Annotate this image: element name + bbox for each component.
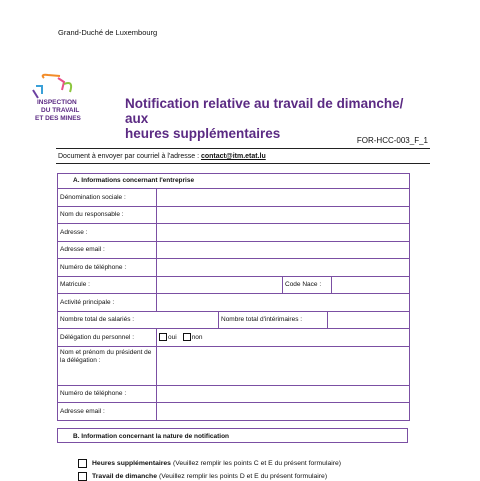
responsable-field[interactable] (157, 207, 409, 224)
divider-bottom (56, 163, 430, 164)
section-a-title: A. Informations concernant l'entreprise (58, 174, 409, 189)
option1-rest: (Veuillez remplir les points C et E du présent formulaire) (172, 460, 342, 467)
section-a-table (57, 173, 410, 421)
title-line-2: heures supplémentaires (125, 126, 281, 141)
checkbox-heures-supplementaires[interactable] (78, 459, 87, 468)
divider-top (56, 148, 430, 149)
contact-email-link[interactable]: contact@itm.etat.lu (200, 153, 266, 160)
title-line-1: Notification relative au travail de dimanche/ aux (125, 96, 404, 126)
salaries-label: Nombre total de salariés : (58, 312, 219, 329)
delegation-non-option[interactable] (183, 333, 203, 341)
president-field[interactable] (157, 347, 409, 385)
checkbox-oui[interactable] (159, 333, 167, 341)
activite-label: Activité principale : (58, 294, 157, 311)
row-email-2 (58, 403, 409, 420)
logo-text-1: INSPECTION (37, 99, 77, 106)
oui-label: oui (168, 333, 177, 341)
email2-field[interactable] (157, 403, 409, 420)
code-nace-label: Code Nace : (283, 277, 332, 294)
row-email (58, 242, 409, 260)
matricule-field[interactable] (157, 277, 283, 294)
row-responsable (58, 207, 409, 225)
checkbox-non[interactable] (183, 333, 191, 341)
row-denomination (58, 189, 409, 207)
matricule-label: Matricule : (58, 277, 157, 294)
send-instruction (58, 153, 266, 160)
code-nace-field[interactable] (332, 277, 409, 294)
row-president (58, 347, 409, 386)
activite-field[interactable] (157, 294, 409, 311)
itm-logo (30, 72, 98, 128)
president-label: Nom et prénom du président de la délégation : (58, 347, 157, 385)
email-label: Adresse email : (58, 242, 157, 259)
telephone-label: Numéro de téléphone : (58, 259, 157, 276)
non-label: non (191, 333, 203, 341)
row-matricule (58, 277, 409, 295)
form-code: FOR-HCC-003_F_1 (356, 136, 428, 145)
email-field[interactable] (157, 242, 409, 259)
section-b-title: B. Information concernant la nature de notification (57, 428, 408, 443)
row-salaries (58, 312, 409, 330)
delegation-oui-option[interactable] (159, 333, 177, 341)
logo-text-2: DU TRAVAIL (41, 107, 80, 114)
page-title (125, 96, 425, 141)
row-delegation (58, 329, 409, 347)
row-adresse (58, 224, 409, 242)
row-activite (58, 294, 409, 312)
option2-rest: (Veuillez remplir les points D et E du présent formulaire) (158, 473, 328, 480)
option-heures-supplementaires[interactable] (78, 459, 341, 468)
option1-bold: Heures supplémentaires (92, 460, 171, 467)
telephone2-field[interactable] (157, 386, 409, 403)
email2-label: Adresse email : (58, 403, 157, 420)
row-telephone-2 (58, 386, 409, 404)
delegation-label: Délégation du personnel : (58, 329, 157, 346)
adresse-field[interactable] (157, 224, 409, 241)
denomination-field[interactable] (157, 189, 409, 206)
delegation-options (157, 329, 409, 346)
option2-bold: Travail de dimanche (92, 473, 157, 480)
send-label: Document à envoyer par courriel à l'adresse : (58, 153, 200, 160)
denomination-label: Dénomination sociale : (58, 189, 157, 206)
interimaires-label: Nombre total d'intérimaires : (219, 312, 328, 329)
logo-text-3: ET DES MINES (35, 115, 81, 122)
row-telephone (58, 259, 409, 277)
adresse-label: Adresse : (58, 224, 157, 241)
responsable-label: Nom du responsable : (58, 207, 157, 224)
telephone-field[interactable] (157, 259, 409, 276)
country-label: Grand-Duché de Luxembourg (58, 28, 158, 37)
telephone2-label: Numéro de téléphone : (58, 386, 157, 403)
interimaires-field[interactable] (328, 312, 409, 329)
